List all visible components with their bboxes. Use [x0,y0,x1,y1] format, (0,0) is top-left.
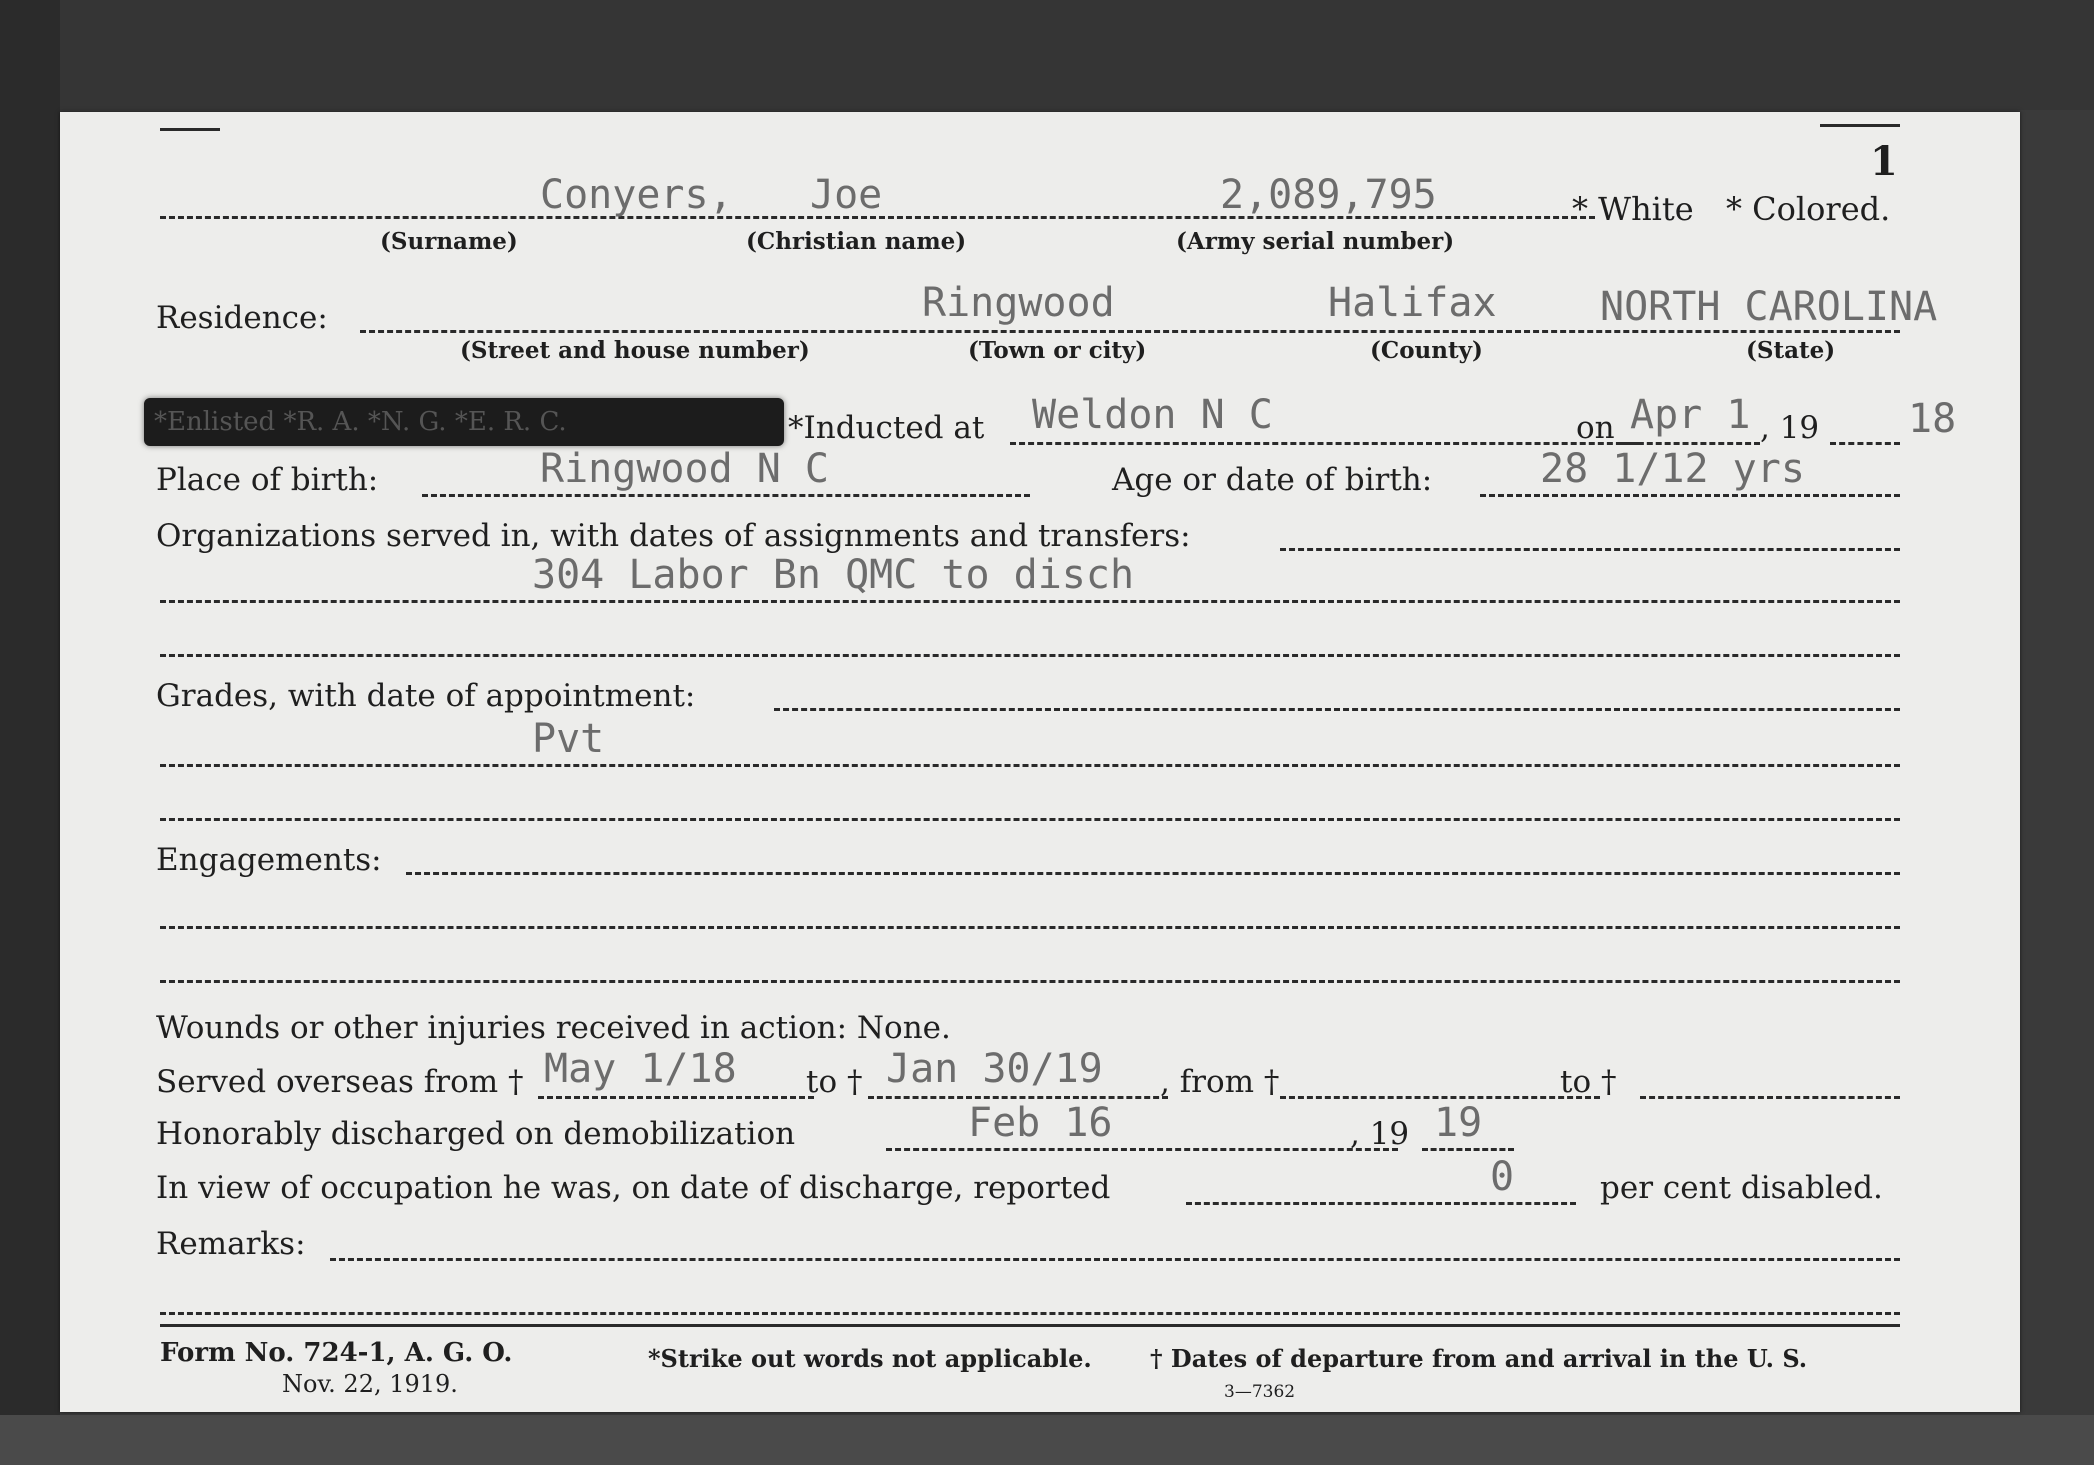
discharge-date-line [886,1148,1398,1151]
discharge-year-line [1422,1148,1514,1151]
residence-county-value: Halifax [1328,280,1497,326]
discharge-date-value: Feb 16 [968,1100,1113,1146]
disability-label: In view of occupation he was, on date of discharge, reported [156,1170,1111,1206]
overseas-from2-label: , from † [1160,1064,1280,1100]
inducted-year-label: , 19 [1760,410,1820,446]
grades-line-1 [774,708,1900,711]
grades-line-3 [160,818,1900,821]
top-right-rule [1820,124,1900,127]
card-number: 1 [1870,138,1898,185]
discharge-year-label: , 19 [1350,1116,1410,1152]
inducted-at-label: *Inducted at [788,410,985,446]
inducted-date-value: Apr 1 [1630,392,1751,438]
inducted-on-label: on [1576,410,1615,446]
overseas-to2-label: to † [1560,1064,1617,1100]
wounds-text: Wounds or other injuries received in action: None. [156,1010,951,1046]
overseas-to2-line [1640,1096,1900,1099]
inducted-date-line [1620,442,1760,445]
birth-place-label: Place of birth: [156,462,379,498]
inducted-place-value: Weldon N C [1032,392,1273,438]
overseas-from-line [538,1096,814,1099]
remarks-line-1 [330,1258,1900,1261]
dates-note: † Dates of departure from and arrival in the U. S. [1150,1344,1808,1373]
organizations-value: 304 Labor Bn QMC to disch [532,552,1135,598]
overseas-from-label: Served overseas from † [156,1064,524,1100]
town-caption: (Town or city) [968,337,1147,364]
engagements-line-2 [160,926,1900,929]
engagements-line-3 [160,980,1900,983]
county-caption: (County) [1370,337,1483,364]
scan-background-left [0,0,60,1465]
serial-number-caption: (Army serial number) [1176,228,1455,255]
inducted-year-line [1830,442,1900,445]
overseas-from2-line [1280,1096,1600,1099]
disability-value: 0 [1490,1154,1515,1200]
christian-name-value: Joe [810,172,883,218]
print-code: 3—7362 [1224,1382,1296,1402]
inducted-place-line [1010,442,1640,445]
serial-number-value: 2,089,795 [1220,172,1437,218]
overseas-to-value: Jan 30/19 [886,1046,1103,1092]
engagements-line-1 [406,872,1900,875]
disability-line [1186,1202,1576,1205]
organizations-line-2 [160,600,1900,603]
form-number: Form No. 724-1, A. G. O. [160,1338,513,1368]
overseas-from-value: May 1/18 [544,1046,737,1092]
street-caption: (Street and house number) [460,337,810,364]
residence-line [360,330,1900,333]
top-left-rule [160,128,220,131]
grades-label: Grades, with date of appointment: [156,678,696,714]
age-value: 28 1/12 yrs [1540,446,1805,492]
residence-state-value: NORTH CAROLINA [1600,284,1938,330]
discharge-label: Honorably discharged on demobilization [156,1116,796,1152]
struck-out-enlistment [144,398,784,446]
surname-caption: (Surname) [380,228,518,255]
strike-out-note: *Strike out words not applicable. [648,1344,1092,1373]
overseas-to-line [868,1096,1168,1099]
discharge-year-value: 19 [1434,1100,1483,1146]
scan-background-bottom [0,1415,2094,1465]
age-label: Age or date of birth: [1112,462,1433,498]
inducted-year-value: 18 [1908,396,1957,442]
overseas-to-label: to † [806,1064,863,1100]
race-colored-label: * Colored. [1726,190,1891,228]
organizations-label: Organizations served in, with dates of assignments and transfers: [156,518,1191,554]
birth-place-line [422,494,1030,497]
organizations-line-3 [160,654,1900,657]
state-caption: (State) [1746,337,1836,364]
christian-name-caption: (Christian name) [746,228,967,255]
footer-rule [160,1324,1900,1327]
surname-value: Conyers, [540,172,733,218]
scan-background-top [0,0,2094,110]
service-record-card [60,112,2020,1412]
residence-town-value: Ringwood [922,280,1115,326]
birth-place-value: Ringwood N C [540,446,829,492]
grades-line-2 [160,764,1900,767]
remarks-label: Remarks: [156,1226,306,1262]
remarks-line-2 [160,1312,1900,1315]
age-line [1480,494,1900,497]
struck-out-text: *Enlisted *R. A. *N. G. *E. R. C. [154,407,567,437]
grades-value: Pvt [532,716,605,762]
residence-label: Residence: [156,300,328,336]
race-white-label: * White [1572,190,1694,228]
disability-suffix: per cent disabled. [1600,1170,1883,1206]
engagements-label: Engagements: [156,842,382,878]
organizations-line-1 [1280,548,1900,551]
form-date: Nov. 22, 1919. [282,1370,458,1398]
